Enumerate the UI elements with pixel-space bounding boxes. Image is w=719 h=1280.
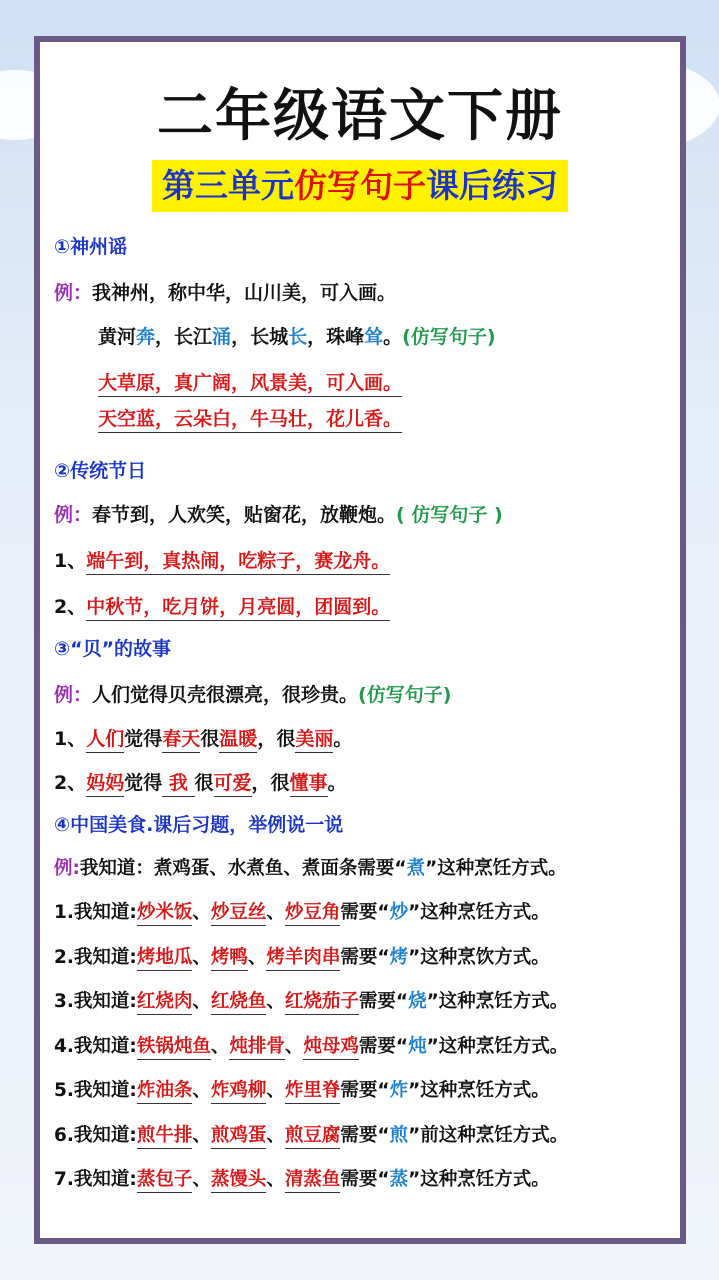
answer-word: 煎鸡蛋 — [211, 1125, 267, 1149]
answer-word: 烤羊肉串 — [266, 947, 340, 971]
answer-word: 铁锅炖鱼 — [137, 1036, 211, 1060]
answer-word: 煎豆腐 — [285, 1125, 341, 1149]
food-answer-line: 1.我知道:炒米饭、炒豆丝、炒豆角需要“炒”这种烹饪方式。 — [54, 900, 550, 926]
food-answer-line: 4.我知道:铁锅炖鱼、炖排骨、炖母鸡需要“炖”这种烹饪方式。 — [54, 1034, 568, 1060]
food-answer-line: 3.我知道:红烧肉、红烧鱼、红烧茄子需要“烧”这种烹饪方式。 — [54, 989, 568, 1015]
section-heading: ③“贝”的故事 — [54, 638, 172, 660]
cooking-method: 烧 — [408, 991, 427, 1012]
answer-line: 2、妈妈觉得 我 很可爱，很懂事。 — [54, 770, 347, 796]
answer-line: 天空蓝，云朵白，牛马壮，花儿香。 — [98, 406, 402, 432]
answer-line: 1、端午到，真热闹，吃粽子，赛龙舟。 — [54, 548, 390, 574]
food-answer-line: 5.我知道:炸油条、炸鸡柳、炸里脊需要“炸”这种烹饪方式。 — [54, 1078, 550, 1104]
answer-word: 清蒸鱼 — [285, 1169, 341, 1193]
answer-word: 红烧茄子 — [285, 991, 359, 1015]
answer-word: 炖排骨 — [229, 1036, 285, 1060]
answer-word: 炸油条 — [137, 1080, 193, 1104]
cooking-method: 蒸 — [389, 1169, 409, 1190]
cooking-method: 炒 — [389, 902, 409, 923]
answer-word: 炒米饭 — [137, 902, 193, 926]
example-line: 例：人们觉得贝壳很漂亮，很珍贵。(仿写句子) — [54, 684, 452, 706]
section-heading: ①神州谣 — [54, 236, 128, 258]
cooking-method: 煎 — [389, 1124, 409, 1146]
page-title: 二年级语文下册 — [157, 83, 563, 149]
example-line: 例:我知道：煮鸡蛋、水煮鱼、煮面条需要“煮”这种烹饪方式。 — [54, 858, 567, 879]
subtitle: 第三单元仿写句子课后练习 — [152, 160, 568, 212]
answer-word: 炸里脊 — [285, 1080, 341, 1104]
subtitle-banner — [40, 160, 680, 212]
answer-word: 炒豆角 — [285, 902, 341, 926]
answer-line: 1、人们觉得春天很温暖，很美丽。 — [54, 726, 352, 752]
answer-word: 炒豆丝 — [211, 902, 267, 926]
section-heading: ②传统节日 — [54, 460, 147, 482]
example-line-2: 黄河奔，长江涌，长城长，珠峰耸。(仿写句子) — [98, 326, 496, 348]
answer-word: 蒸馒头 — [211, 1169, 267, 1193]
worksheet-content — [40, 42, 680, 1238]
answer-word: 烤鸭 — [211, 947, 248, 971]
answer-word: 炖母鸡 — [303, 1036, 359, 1060]
answer-line: 大草原，真广阔，风景美，可入画。 — [98, 370, 402, 396]
answer-word: 煎牛排 — [137, 1125, 193, 1149]
food-answer-line: 7.我知道:蒸包子、蒸馒头、清蒸鱼需要“蒸”这种烹饪方式。 — [54, 1167, 550, 1193]
food-answer-line: 6.我知道:煎牛排、煎鸡蛋、煎豆腐需要“煎”前这种烹饪方式。 — [54, 1123, 568, 1149]
answer-word: 红烧鱼 — [211, 991, 267, 1015]
answer-line: 2、中秋节，吃月饼，月亮圆，团圆到。 — [54, 594, 390, 620]
answer-word: 烤地瓜 — [137, 947, 193, 971]
answer-word: 炸鸡柳 — [211, 1080, 267, 1104]
food-answer-line: 2.我知道:烤地瓜、烤鸭、烤羊肉串需要“烤”这种烹饮方式。 — [54, 945, 550, 971]
answer-word: 蒸包子 — [137, 1169, 193, 1193]
example-line: 例：我神州，称中华，山川美，可入画。 — [54, 282, 397, 304]
example-line: 例：春节到，人欢笑，贴窗花，放鞭炮。( 仿写句子 ) — [54, 504, 503, 526]
cooking-method: 炸 — [389, 1080, 409, 1101]
answer-word: 红烧肉 — [137, 991, 193, 1015]
cooking-method: 炖 — [408, 1035, 427, 1057]
section-heading: ④中国美食.课后习题，举例说一说 — [54, 814, 344, 836]
cooking-method: 烤 — [389, 946, 409, 968]
worksheet-frame — [34, 36, 686, 1244]
